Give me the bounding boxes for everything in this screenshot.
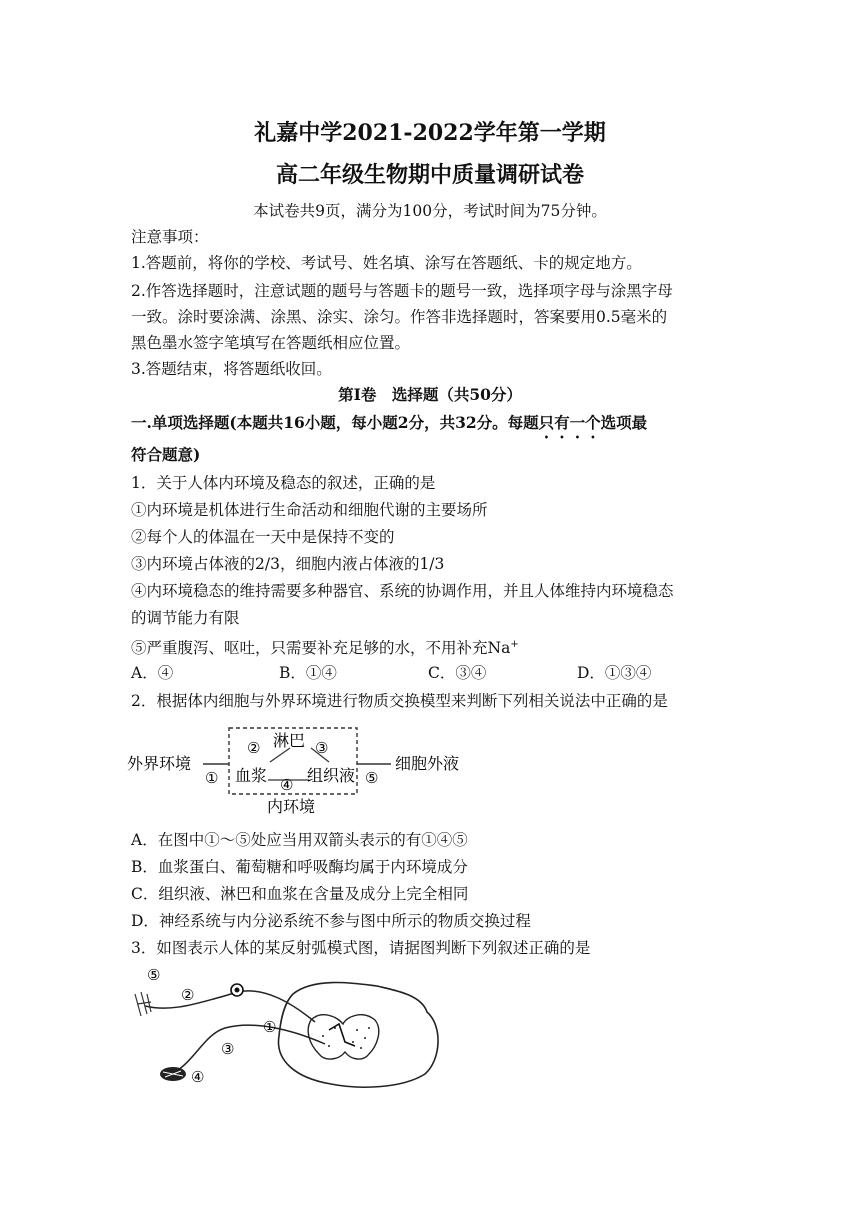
num-4: ④: [191, 1068, 205, 1086]
label-tissue-fluid: 组织液: [307, 766, 356, 785]
q1-option-c[interactable]: C．③④: [428, 664, 487, 682]
line-plasma-lymph: [270, 748, 290, 762]
q1-statement-4-line1: ④内环境稳态的维持需要多种器官、系统的协调作用，并且人体维持内环境稳态: [131, 582, 674, 600]
num-3: ③: [221, 1040, 235, 1058]
q1-statement-4-line2: 的调节能力有限: [131, 609, 240, 627]
label-internal-environment: 内环境: [267, 797, 316, 816]
label-external: 外界环境: [127, 754, 192, 773]
q3-reflex-arc-diagram: [125, 964, 455, 1094]
notice-item-2-line1: 2.作答选择题时，注意试题的题号与答题卡的题号一致，选择项字母与涂黑字母: [131, 282, 673, 300]
part-title: 第Ⅰ卷 选择题（共50分）: [338, 385, 522, 404]
num-1: ①: [205, 769, 219, 787]
label-lymph: 淋巴: [273, 731, 306, 750]
num-1: ①: [263, 1018, 277, 1036]
q2-option-b[interactable]: B．血浆蛋白、葡萄糖和呼吸酶均属于内环境成分: [131, 858, 468, 876]
q1-statement-1: ①内环境是机体进行生命活动和细胞代谢的主要场所: [131, 501, 488, 519]
q1-statement-2: ②每个人的体温在一天中是保持不变的: [131, 528, 395, 546]
exam-title-line2: 高二年级生物期中质量调研试卷: [275, 162, 584, 188]
q1-option-a[interactable]: A．④: [131, 664, 174, 682]
notice-item-1: 1.答题前，将你的学校、考试号、姓名填、涂写在答题纸、卡的规定地方。: [131, 254, 642, 272]
efferent-nerve: [175, 1025, 325, 1072]
q1-statement-5-text: ⑤严重腹泻、呕吐，只需要补充足够的水，不用补充Na: [131, 639, 511, 658]
num-4: ④: [280, 776, 294, 794]
q1-statement-3: ③内环境占体液的2/3，细胞内液占体液的1/3: [131, 555, 445, 573]
section-heading-line1: [131, 412, 731, 442]
notice-item-2-line3: 黑色墨水签字笔填写在答题纸相应位置。: [131, 334, 411, 352]
q2-stem: 2．根据体内细胞与外界环境进行物质交换模型来判断下列相关说法中正确的是: [131, 692, 668, 710]
receptor: [135, 992, 151, 1016]
effector: [160, 1067, 186, 1081]
afferent-nerve: [145, 991, 315, 1022]
exam-title-line1: 礼嘉中学2021-2022学年第一学期: [254, 120, 606, 146]
exam-info: 本试卷共9页，满分为100分，考试时间为75分钟。: [253, 202, 607, 220]
section-heading-text-b: 选项最: [600, 413, 648, 432]
section-heading-line2: 符合题意): [131, 445, 201, 464]
notice-item-2-line2: 一致。涂时要涂满、涂黑、涂实、涂匀。作答非选择题时，答案要用0.5毫米的: [131, 308, 668, 326]
notice-item-3: 3.答题结束，将答题纸收回。: [131, 360, 332, 378]
q2-option-d[interactable]: D．神经系统与内分泌系统不参与图中所示的物质交换过程: [131, 912, 531, 930]
notice-heading: 注意事项：: [131, 228, 209, 246]
q1-option-b[interactable]: B．①④: [279, 664, 337, 682]
q2-exchange-diagram: [125, 724, 485, 820]
label-plasma: 血浆: [235, 766, 268, 785]
num-5: ⑤: [147, 966, 161, 984]
num-2: ②: [247, 739, 261, 757]
num-3: ③: [315, 739, 329, 757]
num-2: ②: [181, 986, 195, 1004]
section-heading-text-a: 一.单项选择题(本题共16小题，每小题2分，共32分。每题: [131, 413, 539, 432]
q1-option-d[interactable]: D．①③④: [577, 664, 652, 682]
q2-option-c[interactable]: C．组织液、淋巴和血浆在含量及成分上完全相同: [131, 885, 469, 903]
q1-stem: 1．关于人体内环境及稳态的叙述，正确的是: [131, 474, 436, 492]
q1-statement-5-sup: +: [510, 639, 519, 650]
label-cell-fluid: 细胞外液: [395, 754, 460, 773]
num-5: ⑤: [365, 769, 379, 787]
q2-option-a[interactable]: A．在图中①～⑤处应当用双箭头表示的有①④⑤: [131, 831, 468, 849]
section-heading-emphasis: 只有一个: [538, 413, 601, 432]
q1-statement-5: [131, 634, 731, 659]
interneuron: [329, 1024, 355, 1046]
q3-stem: 3．如图表示人体的某反射弧模式图，请据图判断下列叙述正确的是: [131, 939, 591, 957]
spinal-ganglion-core: [235, 988, 240, 993]
